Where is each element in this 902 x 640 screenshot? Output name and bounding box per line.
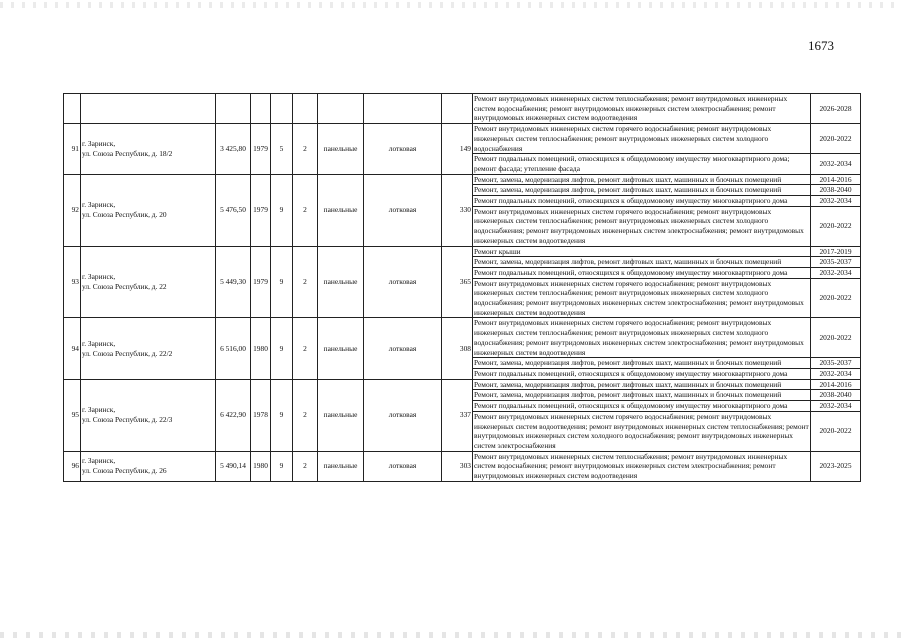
work-period-cell: 2017-2019 <box>811 246 861 257</box>
work-period-cell: 2020-2022 <box>811 278 861 318</box>
row-number-cell: 92 <box>64 174 81 246</box>
roof-type-cell: лотковая <box>364 318 442 379</box>
table-body <box>64 94 861 482</box>
work-description-cell: Ремонт внутридомовых инженерных систем теплоснабжения; ремонт внутридомовых инженерных систем водоснабжения; ремонт внутридомовых инженерных систем электроснабжения; ремонт внутридомовых инженерных систем водоотведения <box>473 451 811 481</box>
address-cell: г. Заринск, ул. Союза Республик, д. 18/2 <box>81 124 216 175</box>
row-number-cell: 93 <box>64 246 81 318</box>
work-description-cell: Ремонт подвальных помещений, относящихся к общедомовому имуществу многоквартирного дома <box>473 368 811 379</box>
work-period-cell: 2020-2022 <box>811 411 861 451</box>
apartments-cell: 303 <box>442 451 473 481</box>
area-cell: 6 516,00 <box>216 318 251 379</box>
floors-cell: 9 <box>271 451 293 481</box>
floors-cell: 9 <box>271 246 293 318</box>
work-period-cell: 2014-2016 <box>811 379 861 390</box>
empty-cell <box>364 94 442 124</box>
area-cell: 3 425,80 <box>216 124 251 175</box>
row-number-cell: 91 <box>64 124 81 175</box>
roof-type-cell: лотковая <box>364 246 442 318</box>
table-row <box>64 174 861 185</box>
work-description-cell: Ремонт, замена, модернизация лифтов, ремонт лифтовых шахт, машинных и блочных помещений <box>473 358 811 369</box>
row-number-cell: 95 <box>64 379 81 451</box>
scan-artifact-top <box>0 2 902 8</box>
work-description-cell: Ремонт, замена, модернизация лифтов, ремонт лифтовых шахт, машинных и блочных помещений <box>473 390 811 401</box>
wall-material-cell: панельные <box>318 246 364 318</box>
entrances-cell: 2 <box>293 379 318 451</box>
entrances-cell: 2 <box>293 124 318 175</box>
table-row <box>64 451 861 481</box>
year-cell: 1978 <box>251 379 271 451</box>
work-description-cell: Ремонт подвальных помещений, относящихся к общедомовому имуществу многоквартирного дома; ремонт фасада; утепление фасада <box>473 154 811 174</box>
work-description-cell: Ремонт внутридомовых инженерных систем горячего водоснабжения; ремонт внутридомовых инженерных систем теплоснабжения; ремонт внутридомовых инженерных систем холодного водоснабжения; ремонт внутридомовых инженерных систем электроснабжения; ремонт внутридомовых инженерных систем водоотведения <box>473 206 811 246</box>
area-cell: 5 490,14 <box>216 451 251 481</box>
year-cell: 1980 <box>251 318 271 379</box>
entrances-cell: 2 <box>293 451 318 481</box>
area-cell: 5 476,50 <box>216 174 251 246</box>
table-row <box>64 318 861 358</box>
work-description-cell: Ремонт, замена, модернизация лифтов, ремонт лифтовых шахт, машинных и блочных помещений <box>473 185 811 196</box>
housing-repair-table <box>63 93 861 482</box>
row-number-cell: 96 <box>64 451 81 481</box>
year-cell: 1980 <box>251 451 271 481</box>
address-cell: г. Заринск, ул. Союза Республик, д. 22/3 <box>81 379 216 451</box>
work-period-cell: 2014-2016 <box>811 174 861 185</box>
work-description-cell: Ремонт внутридомовых инженерных систем горячего водоснабжения; ремонт внутридомовых инженерных систем водоотведения; ремонт внутридомовых инженерных систем теплоснабжения; ремонт внутридомовых инженерных систем холодного водоснабжения; ремонт внутридомовых инженерных систем электроснабжения <box>474 411 809 450</box>
work-period-cell: 2032-2034 <box>811 196 861 207</box>
roof-type-cell: лотковая <box>364 379 442 451</box>
table-row <box>64 246 861 257</box>
work-period-cell: 2032-2034 <box>811 368 861 379</box>
address-cell: г. Заринск, ул. Союза Республик, д. 22 <box>81 246 216 318</box>
work-period-cell: 2035-2037 <box>811 257 861 268</box>
work-period-cell: 2020-2022 <box>811 318 861 358</box>
wall-material-cell: панельные <box>318 124 364 175</box>
page-number: 1673 <box>808 38 834 53</box>
roof-type-cell: лотковая <box>364 174 442 246</box>
work-period-cell: 2038-2040 <box>811 390 861 401</box>
entrances-cell: 2 <box>293 174 318 246</box>
wall-material-cell: панельные <box>318 174 364 246</box>
table-row <box>64 379 861 390</box>
apartments-cell: 149 <box>442 124 473 175</box>
work-description-cell: Ремонт, замена, модернизация лифтов, ремонт лифтовых шахт, машинных и блочных помещений <box>473 257 811 268</box>
entrances-cell: 2 <box>293 318 318 379</box>
floors-cell: 5 <box>271 124 293 175</box>
year-cell: 1979 <box>251 246 271 318</box>
work-period-cell: 2032-2034 <box>811 401 861 412</box>
table-row <box>64 124 861 154</box>
work-period-cell: 2032-2034 <box>811 154 861 174</box>
apartments-cell: 337 <box>442 379 473 451</box>
roof-type-cell: лотковая <box>364 451 442 481</box>
area-cell: 5 449,30 <box>216 246 251 318</box>
work-description-cell: Ремонт внутридомовых инженерных систем горячего водоснабжения; ремонт внутридомовых инженерных систем теплоснабжения; ремонт внутридомовых инженерных систем холодного водоснабжения <box>473 124 811 154</box>
work-period-cell: 2020-2022 <box>811 206 861 246</box>
work-description-cell: Ремонт, замена, модернизация лифтов, ремонт лифтовых шахт, машинных и блочных помещений <box>473 174 811 185</box>
empty-cell <box>251 94 271 124</box>
scan-artifact-bottom <box>0 632 902 638</box>
floors-cell: 9 <box>271 174 293 246</box>
wall-material-cell: панельные <box>318 451 364 481</box>
apartments-cell: 308 <box>442 318 473 379</box>
work-description-cell: Ремонт внутридомовых инженерных систем горячего водоснабжения; ремонт внутридомовых инженерных систем теплоснабжения; ремонт внутридомовых инженерных систем холодного водоснабжения; ремонт внутридомовых инженерных систем электроснабжения; ремонт внутридомовых инженерных систем водоотведения <box>473 278 811 318</box>
work-period-cell: 2035-2037 <box>811 358 861 369</box>
address-cell: г. Заринск, ул. Союза Республик, д. 26 <box>81 451 216 481</box>
row-number-cell: 94 <box>64 318 81 379</box>
work-description-cell: Ремонт внутридомовых инженерных систем горячего водоснабжения; ремонт внутридомовых инженерных систем теплоснабжения; ремонт внутридомовых инженерных систем холодного водоснабжения; ремонт внутридомовых инженерных систем электроснабжения; ремонт внутридомовых инженерных систем водоотведения <box>473 318 811 358</box>
table-row <box>64 94 861 124</box>
empty-cell <box>318 94 364 124</box>
floors-cell: 9 <box>271 379 293 451</box>
work-description-cell: Ремонт крыши <box>473 246 811 257</box>
work-period-cell: 2023-2025 <box>811 451 861 481</box>
work-description-cell: Ремонт подвальных помещений, относящихся к общедомовому имуществу многоквартирного дома <box>473 196 811 207</box>
work-description-cell: Ремонт подвальных помещений, относящихся к общедомовому имуществу многоквартирного дома <box>473 267 811 278</box>
empty-cell <box>293 94 318 124</box>
empty-cell <box>271 94 293 124</box>
entrances-cell: 2 <box>293 246 318 318</box>
work-period-cell: 2038-2040 <box>811 185 861 196</box>
address-cell: г. Заринск, ул. Союза Республик, д. 20 <box>81 174 216 246</box>
empty-cell <box>81 94 216 124</box>
work-period-cell: 2032-2034 <box>811 267 861 278</box>
empty-cell <box>64 94 81 124</box>
wall-material-cell: панельные <box>318 379 364 451</box>
wall-material-cell: панельные <box>318 318 364 379</box>
roof-type-cell: лотковая <box>364 124 442 175</box>
address-cell: г. Заринск, ул. Союза Республик, д. 22/2 <box>81 318 216 379</box>
empty-cell <box>216 94 251 124</box>
floors-cell: 9 <box>271 318 293 379</box>
apartments-cell: 330 <box>442 174 473 246</box>
work-description-cell: Ремонт, замена, модернизация лифтов, ремонт лифтовых шахт, машинных и блочных помещений <box>473 379 811 390</box>
work-period-cell: 2020-2022 <box>811 124 861 154</box>
work-description-cell: Ремонт подвальных помещений, относящихся к общедомовому имуществу многоквартирного дома <box>473 401 811 412</box>
apartments-cell: 365 <box>442 246 473 318</box>
work-description-cell: Ремонт внутридомовых инженерных систем теплоснабжения; ремонт внутридомовых инженерных систем водоснабжения; ремонт внутридомовых инженерных систем электроснабжения; ремонт внутридомовых инженерных систем водоотведения <box>473 94 811 124</box>
empty-cell <box>442 94 473 124</box>
work-period-cell: 2026-2028 <box>811 94 861 124</box>
year-cell: 1979 <box>251 124 271 175</box>
year-cell: 1979 <box>251 174 271 246</box>
area-cell: 6 422,90 <box>216 379 251 451</box>
